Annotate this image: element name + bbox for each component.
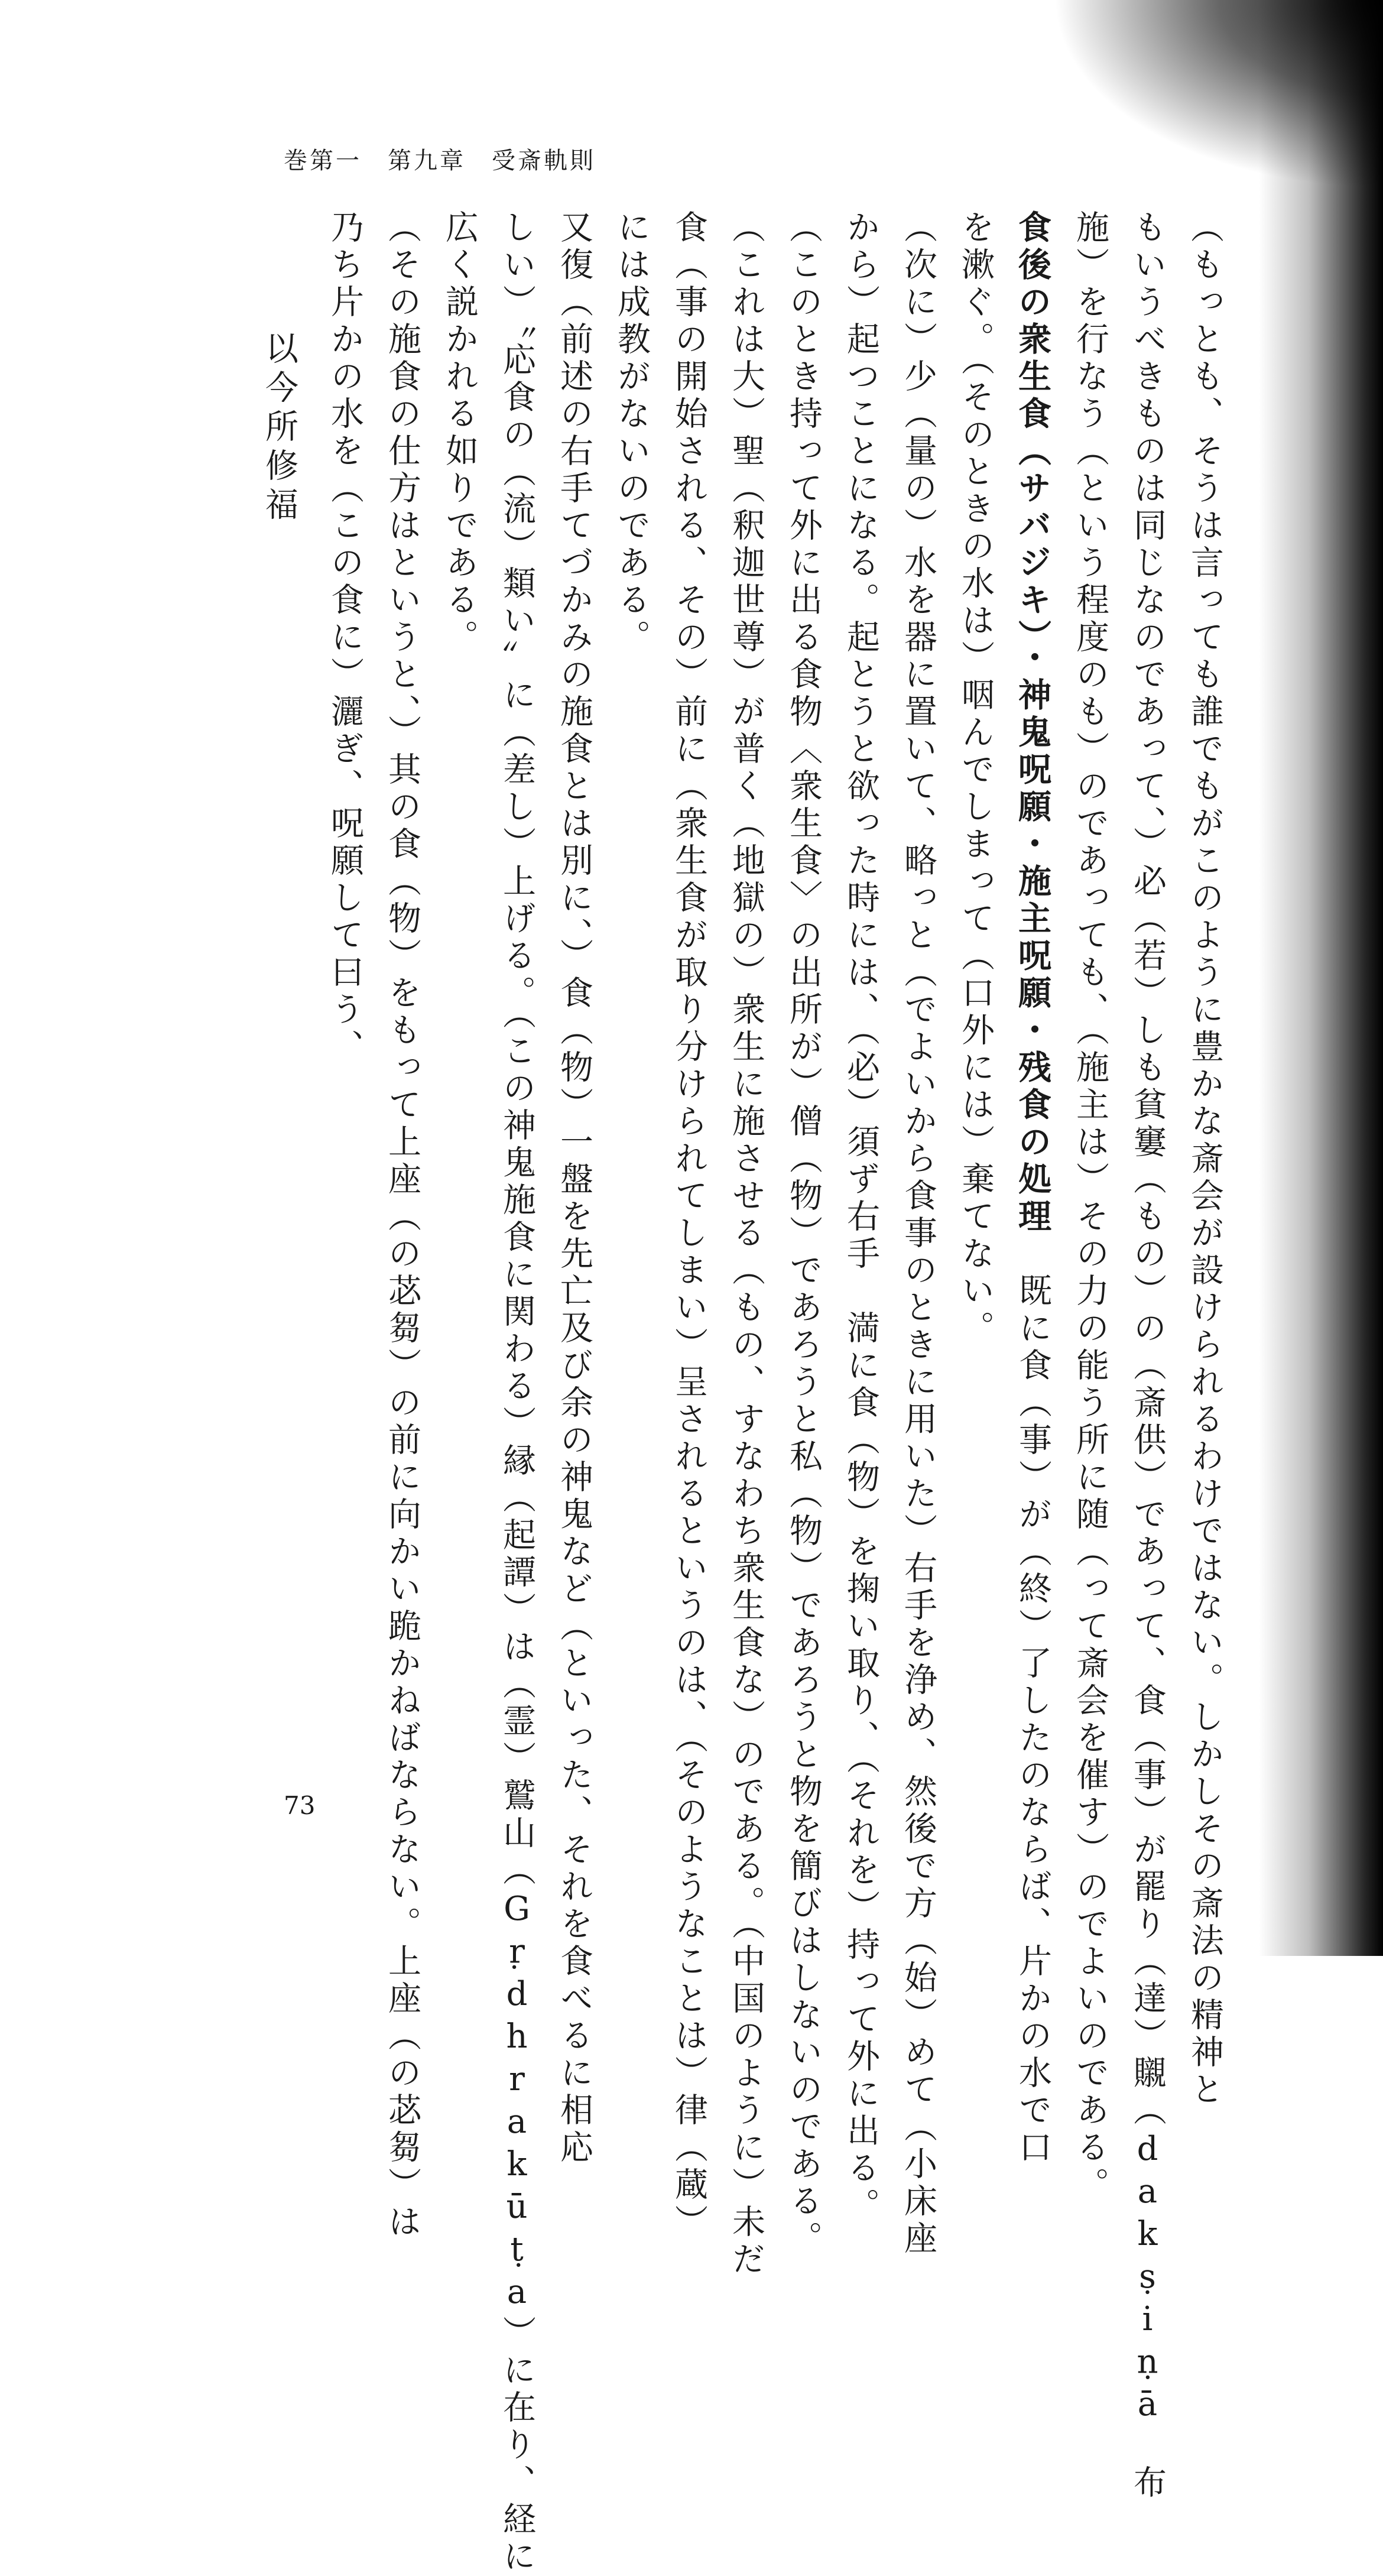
text-column: 乃ち片かの水を（この食に）灑ぎ、呪願して曰う、: [326, 210, 364, 1066]
text-column: 施）を行なう（という程度のも）のであっても、（施主は）その力の能う所に随（って斎会を催す）のでよいのである。: [1071, 210, 1109, 2204]
section-heading: 食後の衆生食（サバジキ）・神鬼呪願・施主呪願・残食の処理: [1013, 210, 1052, 1236]
page-number: 73: [284, 1791, 316, 1820]
text-column: （その施食の仕方はというと、）其の食（物）をもって上座（の苾芻）の前に向かい跪かねばならない。上座（の苾芻）は: [383, 210, 421, 2241]
text-column: （もっとも、そうは言っても誰でもがこのように豊かな斎会が設けられるわけではない。しかしその斎法の精神と: [1186, 210, 1224, 2109]
text-column: から）起つことになる。起とうと欲った時には、（必）須ず右手 満に食（物）を掬い取り、（それを）持って外に出る。: [842, 210, 880, 2225]
text-column: 又復（前述の右手てづかみの施食とは別に、）食（物）一盤を先亡及び余の神鬼など（といった、それを食べるに相応: [555, 210, 593, 2167]
text-column: （これは大）聖（釈迦世尊）が普く（地獄の）衆生に施させる（もの、すなわち衆生食な）のである。（中国のように）未だ: [727, 210, 765, 2279]
text-column: 食（事の開始される、その）前に（衆生食が取り分けられてしまい）呈されるというのは、（そのようなことは）律（蔵）: [670, 210, 708, 2241]
text-column: [1013, 210, 1052, 2167]
text-column: しい）〝応食の（流）類い〟に（差し）上げる。（この神鬼施食に関わる）縁（起譚）は（霊）鷲山（Gṛdhrakūṭa）に在り、経に: [498, 210, 536, 2576]
scan-shadow-corner: [1052, 0, 1383, 189]
text-column: を漱ぐ。（そのときの水は）咽んでしまって（口外には）棄てない。: [956, 210, 995, 1348]
scan-shadow-edge: [1259, 0, 1383, 1956]
text-column: 広く説かれる如りである。: [440, 210, 479, 657]
verse-line: 以今所修福: [260, 331, 298, 526]
running-header: 巻第一 第九章 受斎軌則: [284, 147, 596, 174]
text-column: （このとき持って外に出る食物〈衆生食〉の出所が）僧（物）であろうと私（物）であろうと物を簡びはしないのである。: [784, 210, 823, 2258]
text-column: には成教がないのである。: [612, 210, 651, 657]
text-column: もいうべきものは同じなのであって、）必（若）しも貧窶（もの）の（斎供）であって、食（事）が罷り（達）䞋（dakṣiṇā 布: [1128, 210, 1167, 2502]
text-column: （次に）少（量の）水を器に置いて、略っと（でよいから食事のときに用いた）右手を浄め、然後で方（始）めて（小床座: [899, 210, 937, 2258]
heading-continuation: 既に食（事）が（終）了したのならば、片かの水で口: [1014, 1236, 1052, 2167]
